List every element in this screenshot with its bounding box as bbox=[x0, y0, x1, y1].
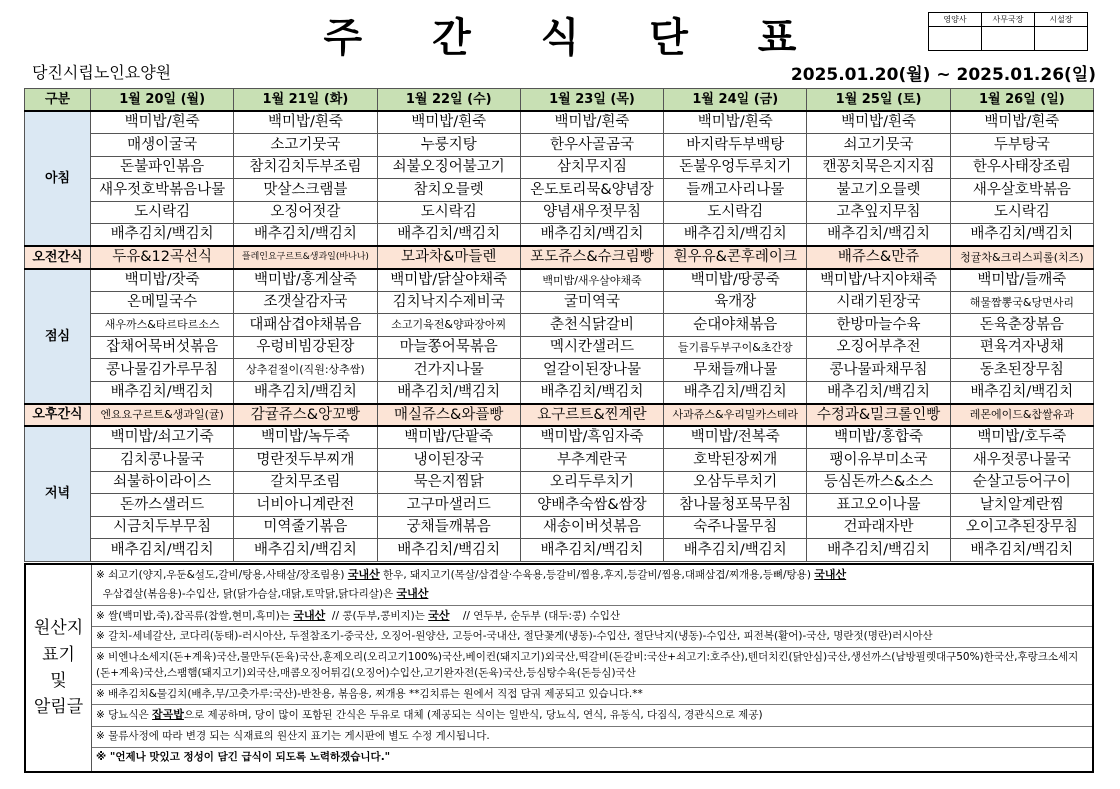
menu-cell: 백미밥/흑임자죽 bbox=[520, 426, 663, 449]
dinner-label: 저녁 bbox=[25, 426, 91, 561]
menu-cell: 묵은지찜닭 bbox=[377, 471, 520, 494]
notice-line: ※ 배추김치&물김치(배추,무/고춧가루:국산)-반찬용, 볶음용, 찌개용 **김치류는 원에서 직접 담궈 제공되고 있습니다.** bbox=[92, 685, 1092, 706]
menu-cell: 온도토리묵&양념장 bbox=[520, 179, 663, 202]
menu-cell: 맛살스크램블 bbox=[234, 179, 377, 202]
organization-name: 당진시립노인요양원 bbox=[32, 63, 172, 82]
notice-highlight: 잡곡밥 bbox=[152, 708, 184, 722]
notice-label-line: 알림글 bbox=[33, 697, 84, 718]
menu-cell: 백미밥/낙지야채죽 bbox=[807, 269, 950, 292]
menu-cell: 참나물청포묵무침 bbox=[664, 494, 807, 517]
menu-cell: 쇠고기뭇국 bbox=[807, 134, 950, 157]
menu-cell: 갈치무조림 bbox=[234, 471, 377, 494]
menu-cell: 백미밥/단팥죽 bbox=[377, 426, 520, 449]
menu-cell: 바지락두부백탕 bbox=[664, 134, 807, 157]
menu-cell: 김치콩나물국 bbox=[91, 449, 234, 472]
header-row bbox=[25, 89, 1094, 112]
am-snack-label: 오전간식 bbox=[25, 246, 91, 269]
menu-cell: 백미밥/흰죽 bbox=[377, 111, 520, 134]
dinner-row bbox=[25, 449, 1094, 472]
menu-cell: 도시락김 bbox=[664, 201, 807, 224]
header-day: 1월 22일 (수) bbox=[377, 89, 520, 112]
snack-cell: 두유&12곡선식 bbox=[91, 246, 234, 269]
header-day: 1월 24일 (금) bbox=[664, 89, 807, 112]
menu-cell: 배추김치/백김치 bbox=[664, 224, 807, 247]
approval-sign-3 bbox=[1035, 27, 1088, 51]
menu-cell: 김치낙지수제비국 bbox=[377, 291, 520, 314]
notice-label-line: 표기 bbox=[42, 644, 75, 665]
lunch-label: 점심 bbox=[25, 269, 91, 404]
lunch-row bbox=[25, 314, 1094, 337]
lunch-row bbox=[25, 291, 1094, 314]
lunch-row bbox=[25, 381, 1094, 404]
menu-cell: 팽이유부미소국 bbox=[807, 449, 950, 472]
notice-highlight: 국내산 bbox=[293, 608, 326, 622]
menu-cell: 등심돈까스&소스 bbox=[807, 471, 950, 494]
notice-line bbox=[92, 606, 1092, 628]
menu-cell: 오리두루치기 bbox=[520, 471, 663, 494]
origin-notice-lines bbox=[92, 565, 1092, 771]
menu-cell: 백미밥/쇠고기죽 bbox=[91, 426, 234, 449]
menu-cell: 얼갈이된장나물 bbox=[520, 359, 663, 382]
menu-cell: 돈육춘장볶음 bbox=[950, 314, 1093, 337]
menu-cell: 궁채들깨볶음 bbox=[377, 516, 520, 539]
menu-cell: 무채들깨나물 bbox=[664, 359, 807, 382]
menu-cell: 백미밥/흰죽 bbox=[664, 111, 807, 134]
notice-text: 한우, 돼지고기(목살/삼겹살·수육용,등갈비/찜용,후지,등갈비/찜용,대패삼겹/찌개용,등뼈/탕용) bbox=[379, 569, 815, 581]
menu-cell: 백미밥/흰죽 bbox=[950, 111, 1093, 134]
header-day: 1월 25일 (토) bbox=[807, 89, 950, 112]
notice-highlight: 국내산 bbox=[814, 568, 847, 581]
notice-text: 우삼겹살(볶음용)-수입산, 닭(닭가슴살,대닭,토막닭,닭다리살)은 bbox=[96, 587, 397, 600]
menu-cell: 백미밥/홍게살죽 bbox=[234, 269, 377, 292]
menu-cell: 배추김치/백김치 bbox=[234, 539, 377, 562]
notice-highlight: 국내산 bbox=[396, 586, 429, 600]
menu-cell: 매생이굴국 bbox=[91, 134, 234, 157]
lunch-row bbox=[25, 359, 1094, 382]
lunch-row bbox=[25, 269, 1094, 292]
menu-cell: 도시락김 bbox=[377, 201, 520, 224]
menu-cell: 백미밥/잣죽 bbox=[91, 269, 234, 292]
menu-cell: 편육겨자냉채 bbox=[950, 336, 1093, 359]
pm-snack-label: 오후간식 bbox=[25, 404, 91, 427]
menu-cell: 참치김치두부조림 bbox=[234, 156, 377, 179]
menu-cell: 해물짬뽕국&당면사리 bbox=[950, 291, 1093, 314]
menu-cell: 쇠불오징어불고기 bbox=[377, 156, 520, 179]
menu-cell: 백미밥/흰죽 bbox=[234, 111, 377, 134]
menu-cell: 대패삼겹야채볶음 bbox=[234, 314, 377, 337]
menu-cell: 잡채어묵버섯볶음 bbox=[91, 336, 234, 359]
breakfast-row bbox=[25, 156, 1094, 179]
menu-cell: 배추김치/백김치 bbox=[377, 224, 520, 247]
notice-text: ※ 당뇨식은 bbox=[96, 709, 153, 722]
menu-cell: 콩나물파채무침 bbox=[807, 359, 950, 382]
menu-cell: 백미밥/호두죽 bbox=[950, 426, 1093, 449]
dinner-row bbox=[25, 516, 1094, 539]
menu-cell: 돈불파인볶음 bbox=[91, 156, 234, 179]
menu-cell: 숙주나물무침 bbox=[664, 516, 807, 539]
notice-text: // 연두부, 순두부 (대두:콩) 수입산 bbox=[449, 609, 621, 622]
notice-label-line: 및 bbox=[50, 671, 67, 691]
page-title: 주 간 식 단 표 bbox=[323, 15, 825, 61]
snack-cell: 매실쥬스&와플빵 bbox=[377, 404, 520, 427]
menu-cell: 날치알계란찜 bbox=[950, 494, 1093, 517]
menu-cell: 한방마늘수육 bbox=[807, 314, 950, 337]
menu-cell: 배추김치/백김치 bbox=[664, 381, 807, 404]
lunch-row bbox=[25, 336, 1094, 359]
header-corner: 구분 bbox=[25, 89, 91, 112]
origin-notice-box bbox=[24, 563, 1094, 773]
menu-cell: 표고오이나물 bbox=[807, 494, 950, 517]
header-day: 1월 20일 (월) bbox=[91, 89, 234, 112]
menu-cell: 백미밥/흰죽 bbox=[520, 111, 663, 134]
origin-notice-label bbox=[26, 565, 92, 771]
breakfast-label: 아침 bbox=[25, 111, 91, 246]
menu-cell: 백미밥/녹두죽 bbox=[234, 426, 377, 449]
menu-cell: 캔꽁치묵은지지짐 bbox=[807, 156, 950, 179]
snack-cell: 모과차&마들렌 bbox=[377, 246, 520, 269]
menu-cell: 삼치무지짐 bbox=[520, 156, 663, 179]
menu-cell: 육개장 bbox=[664, 291, 807, 314]
dinner-row bbox=[25, 494, 1094, 517]
menu-cell: 백미밥/새우살야채죽 bbox=[520, 269, 663, 292]
menu-cell: 백미밥/땅콩죽 bbox=[664, 269, 807, 292]
menu-cell: 새우살호박볶음 bbox=[950, 179, 1093, 202]
menu-cell: 굴미역국 bbox=[520, 291, 663, 314]
notice-line: ※ 비엔나소세지(돈+계육)국산,물만두(돈육)국산,훈제오리(오리고기100%)국산,베이컨(돼지고기)외국산,떡갈비(돈갈비:국산+쇠고기:호주산),텐더치킨(닭안심)국산,생선까스(남방필렛대구50%)한국산,후랑크소세지(돈+계육)국산,스팸햄(돼지고기)외국산,매콤오징어튀김(오징어)수입산,고기완자전(돈육)국산,등심탕수육(돈등심)국산 bbox=[92, 648, 1092, 685]
notice-line: ※ 갈치-세네갈산, 코다리(동태)-러시아산, 두절참조기-중국산, 오징어-원양산, 고등어-국내산, 절단꽃게(냉동)-수입산, 절단낙지(냉동)-수입산, 피전복(활어)-국산, 명란젓(명란)러시아산 bbox=[92, 627, 1092, 648]
menu-cell: 배추김치/백김치 bbox=[91, 381, 234, 404]
menu-cell: 누룽지탕 bbox=[377, 134, 520, 157]
snack-cell: 감귤쥬스&앙꼬빵 bbox=[234, 404, 377, 427]
pm-snack-row bbox=[25, 404, 1094, 427]
menu-cell: 순살고등어구이 bbox=[950, 471, 1093, 494]
menu-cell: 배추김치/백김치 bbox=[91, 224, 234, 247]
menu-cell: 고추잎지무침 bbox=[807, 201, 950, 224]
menu-cell: 동초된장무침 bbox=[950, 359, 1093, 382]
notice-line: ※ "언제나 맛있고 정성이 담긴 급식이 되도록 노력하겠습니다." bbox=[96, 750, 391, 763]
menu-cell: 배추김치/백김치 bbox=[950, 381, 1093, 404]
menu-cell: 배추김치/백김치 bbox=[91, 539, 234, 562]
notice-text: // 콩(두부,콩비지)는 bbox=[325, 609, 429, 622]
approval-sign-1 bbox=[929, 27, 982, 51]
menu-cell: 미역줄기볶음 bbox=[234, 516, 377, 539]
menu-cell: 백미밥/흰죽 bbox=[91, 111, 234, 134]
menu-cell: 백미밥/닭살야채죽 bbox=[377, 269, 520, 292]
menu-cell: 배추김치/백김치 bbox=[807, 381, 950, 404]
menu-cell: 소고기육전&양파장아찌 bbox=[377, 314, 520, 337]
header-day: 1월 26일 (일) bbox=[950, 89, 1093, 112]
menu-cell: 춘천식닭갈비 bbox=[520, 314, 663, 337]
am-snack-row bbox=[25, 246, 1094, 269]
menu-cell: 오징어젓갈 bbox=[234, 201, 377, 224]
menu-cell: 배추김치/백김치 bbox=[664, 539, 807, 562]
menu-cell: 배추김치/백김치 bbox=[377, 381, 520, 404]
menu-cell: 배추김치/백김치 bbox=[950, 539, 1093, 562]
menu-cell: 백미밥/흰죽 bbox=[807, 111, 950, 134]
notice-text: 으로 제공하며, 당이 많이 포함된 간식은 두유로 대체 (제공되는 식이는 일반식, 당뇨식, 연식, 유동식, 다짐식, 경관식으로 제공) bbox=[183, 709, 763, 722]
breakfast-row bbox=[25, 201, 1094, 224]
notice-label-line: 원산지 bbox=[33, 618, 84, 639]
menu-cell: 한우사골곰국 bbox=[520, 134, 663, 157]
menu-cell: 백미밥/들깨죽 bbox=[950, 269, 1093, 292]
menu-cell: 배추김치/백김치 bbox=[234, 224, 377, 247]
dinner-row bbox=[25, 471, 1094, 494]
approval-manager: 사무국장 bbox=[982, 13, 1035, 27]
menu-cell: 상추겉절이(직원:상추쌈) bbox=[234, 359, 377, 382]
approval-box bbox=[928, 12, 1088, 51]
menu-cell: 양념새우젓무침 bbox=[520, 201, 663, 224]
menu-cell: 온메밀국수 bbox=[91, 291, 234, 314]
snack-cell: 플레인요구르트&생과일(바나나) bbox=[234, 246, 377, 269]
menu-cell: 시래기된장국 bbox=[807, 291, 950, 314]
snack-cell: 흰우유&콘후레이크 bbox=[664, 246, 807, 269]
menu-cell: 백미밥/전복죽 bbox=[664, 426, 807, 449]
menu-cell: 배추김치/백김치 bbox=[520, 224, 663, 247]
menu-cell: 소고기뭇국 bbox=[234, 134, 377, 157]
menu-cell: 건파래자반 bbox=[807, 516, 950, 539]
menu-cell: 배추김치/백김치 bbox=[377, 539, 520, 562]
menu-cell: 명란젓두부찌개 bbox=[234, 449, 377, 472]
snack-cell: 엔요요구르트&생과일(귤) bbox=[91, 404, 234, 427]
menu-cell: 참치오믈렛 bbox=[377, 179, 520, 202]
breakfast-row bbox=[25, 111, 1094, 134]
menu-cell: 돈까스샐러드 bbox=[91, 494, 234, 517]
menu-period: 2025.01.20(월) ~ 2025.01.26(일) bbox=[790, 65, 1096, 85]
header-day: 1월 23일 (목) bbox=[520, 89, 663, 112]
approval-director: 시설장 bbox=[1035, 13, 1088, 27]
snack-cell: 수정과&밀크롤인빵 bbox=[807, 404, 950, 427]
breakfast-row bbox=[25, 224, 1094, 247]
notice-line bbox=[92, 705, 1092, 727]
menu-cell: 두부탕국 bbox=[950, 134, 1093, 157]
notice-line bbox=[92, 565, 1092, 584]
menu-cell: 새송이버섯볶음 bbox=[520, 516, 663, 539]
breakfast-row bbox=[25, 134, 1094, 157]
menu-cell: 콩나물김가루무침 bbox=[91, 359, 234, 382]
menu-cell: 들기름두부구이&초간장 bbox=[664, 336, 807, 359]
menu-cell: 냉이된장국 bbox=[377, 449, 520, 472]
menu-cell: 돈불우엉두루치기 bbox=[664, 156, 807, 179]
menu-cell: 조갯살감자국 bbox=[234, 291, 377, 314]
menu-cell: 배추김치/백김치 bbox=[234, 381, 377, 404]
notice-line: ※ 물류사정에 따라 변경 되는 식재료의 원산지 표기는 게시판에 별도 수정 게시됩니다. bbox=[92, 727, 1092, 748]
menu-cell: 새우까스&타르타르소스 bbox=[91, 314, 234, 337]
menu-cell: 도시락김 bbox=[91, 201, 234, 224]
notice-line bbox=[92, 584, 1092, 606]
snack-cell: 배쥬스&만쥬 bbox=[807, 246, 950, 269]
menu-cell: 건가지나물 bbox=[377, 359, 520, 382]
menu-cell: 시금치두부무침 bbox=[91, 516, 234, 539]
menu-cell: 쇠불하이라이스 bbox=[91, 471, 234, 494]
menu-cell: 들깨고사리나물 bbox=[664, 179, 807, 202]
weekly-menu-table bbox=[24, 88, 1094, 562]
snack-cell: 사과쥬스&우리밀카스테라 bbox=[664, 404, 807, 427]
menu-cell: 순대야채볶음 bbox=[664, 314, 807, 337]
notice-text: ※ 쇠고기(양지,우둔&설도,갈비/탕용,사태살/장조림용) bbox=[96, 569, 348, 581]
menu-cell: 배추김치/백김치 bbox=[520, 539, 663, 562]
header-day: 1월 21일 (화) bbox=[234, 89, 377, 112]
menu-cell: 오삼두루치기 bbox=[664, 471, 807, 494]
notice-highlight: 국산 bbox=[428, 608, 450, 622]
menu-cell: 배추김치/백김치 bbox=[807, 224, 950, 247]
snack-cell: 청귤차&크리스피롤(치즈) bbox=[950, 246, 1093, 269]
breakfast-row bbox=[25, 179, 1094, 202]
dinner-row bbox=[25, 539, 1094, 562]
menu-cell: 마늘쫑어묵볶음 bbox=[377, 336, 520, 359]
menu-cell: 새우젓콩나물국 bbox=[950, 449, 1093, 472]
notice-highlight: 국내산 bbox=[347, 568, 380, 581]
snack-cell: 레몬에이드&찹쌀유과 bbox=[950, 404, 1093, 427]
notice-text: ※ 쌀(백미밥,죽),잡곡류(찹쌀,현미,흑미)는 bbox=[96, 609, 294, 622]
menu-cell: 불고기오믈렛 bbox=[807, 179, 950, 202]
menu-cell: 부추계란국 bbox=[520, 449, 663, 472]
menu-cell: 배추김치/백김치 bbox=[520, 381, 663, 404]
menu-cell: 오이고추된장무침 bbox=[950, 516, 1093, 539]
dinner-row bbox=[25, 426, 1094, 449]
menu-cell: 배추김치/백김치 bbox=[950, 224, 1093, 247]
menu-cell: 새우젓호박볶음나물 bbox=[91, 179, 234, 202]
menu-cell: 오징어부추전 bbox=[807, 336, 950, 359]
menu-cell: 한우사태장조림 bbox=[950, 156, 1093, 179]
menu-cell: 호박된장찌개 bbox=[664, 449, 807, 472]
menu-cell: 도시락김 bbox=[950, 201, 1093, 224]
menu-cell: 배추김치/백김치 bbox=[807, 539, 950, 562]
approval-nutritionist: 영양사 bbox=[929, 13, 982, 27]
menu-cell: 너비아니계란전 bbox=[234, 494, 377, 517]
menu-cell: 양배추숙쌈&쌈장 bbox=[520, 494, 663, 517]
snack-cell: 포도쥬스&슈크림빵 bbox=[520, 246, 663, 269]
approval-sign-2 bbox=[982, 27, 1035, 51]
menu-cell: 우렁비빔강된장 bbox=[234, 336, 377, 359]
menu-cell: 고구마샐러드 bbox=[377, 494, 520, 517]
menu-cell: 멕시칸샐러드 bbox=[520, 336, 663, 359]
snack-cell: 요구르트&찐계란 bbox=[520, 404, 663, 427]
menu-cell: 백미밥/홍합죽 bbox=[807, 426, 950, 449]
